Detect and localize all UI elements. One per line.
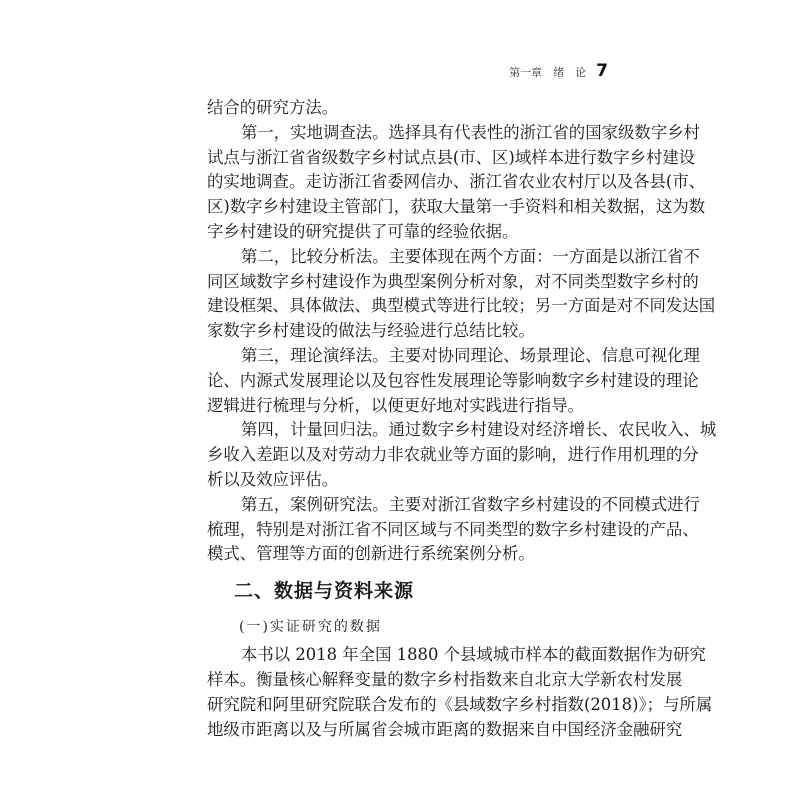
paragraph-data-source	[207, 643, 713, 742]
paragraph-method-1	[207, 121, 706, 245]
text-line: 样本。衡量核心解释变量的数字乡村指数来自北京大学新农村发展	[207, 669, 683, 689]
running-header	[509, 61, 608, 81]
page-body	[207, 96, 717, 742]
page-number: 7	[596, 61, 608, 81]
text-line: 结合的研究方法。	[207, 98, 339, 117]
text-line: 梳理，特别是对浙江省不同区域与不同类型的数字乡村建设的产品、	[207, 519, 699, 539]
text-line: 逻辑进行梳理与分析，以便更好地对实践进行指导。	[207, 395, 584, 415]
paragraph-method-2	[207, 245, 716, 344]
text-line: 同区域数字乡村建设作为典型案例分析对象，对不同类型数字乡村的	[207, 271, 699, 291]
text-line: 研究院和阿里研究院联合发布的《县域数字乡村指数(2018)》；与所属	[207, 694, 713, 714]
text-line: 字乡村建设的研究提供了可靠的经验依据。	[207, 221, 519, 241]
text-line: 析以及效应评估。	[207, 469, 339, 489]
paragraph-method-4	[207, 418, 717, 492]
text-line: 第五，案例研究法。主要对浙江省数字乡村建设的不同模式进行	[241, 494, 700, 514]
text-line: 第一，实地调查法。选择具有代表性的浙江省的国家级数字乡村	[241, 122, 700, 142]
text-line: 乡收入差距以及对劳动力非农就业等方面的影响，进行作用机理的分	[207, 445, 699, 465]
text-line: 家数字乡村建设的做法与经验进行总结比较。	[207, 321, 535, 341]
paragraph-method-5	[207, 493, 700, 567]
text-line: 的实地调查。走访浙江省委网信办、浙江省农业农村厅以及各县(市、	[207, 172, 706, 192]
paragraph-method-3	[207, 344, 700, 418]
text-line: 试点与浙江省省级数字乡村试点县(市、区)域样本进行数字乡村建设	[207, 147, 696, 167]
text-line: 区)数字乡村建设主管部门，获取大量第一手资料和相关数据，这为数	[207, 197, 706, 217]
text-line: 第三，理论演绎法。主要对协同理论、场景理论、信息可视化理	[241, 345, 700, 365]
text-line: 建设框架、具体做法、典型模式等进行比较；另一方面是对不同发达国	[207, 296, 716, 316]
text-line: 模式、管理等方面的创新进行系统案例分析。	[207, 544, 535, 564]
text-line: 本书以 2018 年全国 1880 个县域城市样本的截面数据作为研究	[241, 645, 706, 665]
paragraph-continuation	[207, 96, 607, 121]
text-line: 论、内源式发展理论以及包容性发展理论等影响数字乡村建设的理论	[207, 370, 699, 390]
section-heading: 二、数据与资料来源	[234, 580, 415, 603]
text-line: 地级市距离以及与所属省会城市距离的数据来自中国经济金融研究	[207, 719, 683, 739]
text-line: 第二，比较分析法。主要体现在两个方面：一方面是以浙江省不	[241, 246, 700, 266]
subsection-heading: (一)实证研究的数据	[239, 619, 382, 636]
text-line: 第四，计量回归法。通过数字乡村建设对经济增长、农民收入、城	[241, 420, 717, 440]
chapter-title: 第一章 绪 论	[509, 66, 587, 79]
